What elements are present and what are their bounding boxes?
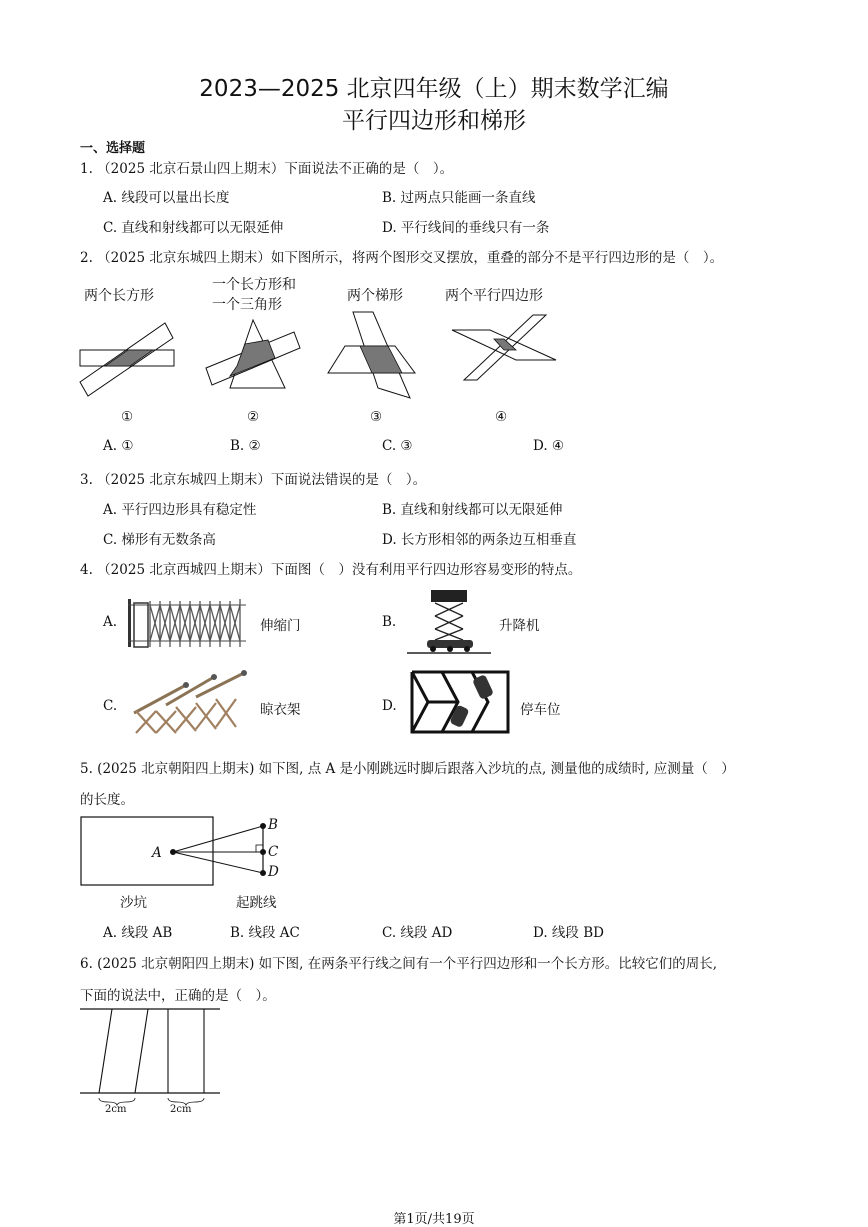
scissor-lift-icon — [405, 586, 493, 656]
question-1-stem: 1. （2025 北京石景山四上期末）下面说法不正确的是（ ）。 — [80, 161, 454, 177]
figure-number-2: ② — [247, 409, 260, 425]
q2-option-b: B. ② — [230, 438, 261, 454]
q4-option-b-label: 升降机 — [499, 618, 540, 634]
point-b — [260, 823, 266, 829]
retractable-gate-icon — [126, 593, 250, 651]
question-6-stem-line2: 下面的说法中，正确的是（ ）。 — [80, 988, 276, 1004]
section-heading: 一、选择题 — [80, 141, 146, 156]
point-label-a: A — [152, 845, 162, 861]
q2-option-a: A. ① — [103, 438, 134, 454]
q4-option-a-label: 伸缩门 — [260, 618, 301, 634]
document-title-line1: 2023—2025 北京四年级（上）期末数学汇编 — [199, 76, 669, 102]
q6-parallel-lines-diagram — [78, 1006, 228, 1116]
q3-option-a: A. 平行四边形具有稳定性 — [103, 502, 257, 518]
figure-1-two-rectangles — [80, 323, 174, 396]
figure-label-two-trapezoids: 两个梯形 — [347, 288, 403, 304]
page-footer: 第1页/共19页 — [393, 1212, 475, 1227]
figure-4-two-parallelograms — [452, 315, 556, 380]
figure-label-two-parallelograms: 两个平行四边形 — [445, 288, 543, 304]
figure-number-3: ③ — [370, 409, 383, 425]
figure-label-rect-triangle-1: 一个长方形和 — [212, 277, 296, 293]
q5-option-d: D. 线段 BD — [533, 925, 604, 941]
question-5-stem-line2: 的长度。 — [80, 792, 134, 808]
q3-option-c: C. 梯形有无数条高 — [103, 532, 216, 548]
q5-option-c: C. 线段 AD — [382, 925, 453, 941]
q5-option-b: B. 线段 AC — [230, 925, 300, 941]
dim-label-rectangle: 2cm — [170, 1104, 192, 1115]
document-title-line2: 平行四边形和梯形 — [342, 108, 526, 134]
q1-option-a: A. 线段可以量出长度 — [103, 190, 230, 206]
point-label-d: D — [268, 864, 279, 880]
parallelogram-left-side — [99, 1009, 112, 1093]
q3-option-d: D. 长方形相邻的两条边互相垂直 — [382, 532, 577, 548]
q4-option-a-letter: A. — [103, 614, 118, 630]
point-label-c: C — [268, 844, 279, 860]
figure-label-rect-triangle-2: 一个三角形 — [212, 297, 282, 313]
parking-space-icon — [408, 668, 512, 736]
figure-2-rect-triangle — [206, 320, 300, 388]
caption-sandpit: 沙坑 — [120, 895, 147, 911]
q1-option-b: B. 过两点只能画一条直线 — [382, 190, 536, 206]
point-a — [170, 849, 176, 855]
point-label-b: B — [268, 817, 278, 833]
q4-option-c-label: 晾衣架 — [260, 702, 301, 718]
q5-option-a: A. 线段 AB — [103, 925, 173, 941]
question-5-stem-line1: 5. (2025 北京朝阳四上期末) 如下图, 点 A 是小刚跳远时脚后跟落入沙坑的点, 测量他的成绩时, 应测量（ ） — [80, 761, 735, 777]
question-4-stem: 4. （2025 北京西城四上期末）下面图（ ）没有利用平行四边形容易变形的特点。 — [80, 562, 582, 578]
q4-option-b-letter: B. — [382, 614, 397, 630]
question-2-stem: 2. （2025 北京东城四上期末）如下图所示，将两个图形交叉摆放，重叠的部分不是平行四边形的是（ ）。 — [80, 250, 724, 266]
q2-option-d: D. ④ — [533, 438, 565, 454]
point-d — [260, 870, 266, 876]
question-3-stem: 3. （2025 北京东城四上期末）下面说法错误的是（ ）。 — [80, 472, 427, 488]
q4-option-d-letter: D. — [382, 698, 397, 714]
drying-rack-icon — [126, 665, 250, 740]
q3-option-b: B. 直线和射线都可以无限延伸 — [382, 502, 563, 518]
caption-takeoff-line: 起跳线 — [236, 895, 277, 911]
question-6-stem-line1: 6. (2025 北京朝阳四上期末) 如下图, 在两条平行线之间有一个平行四边形和一个长方形。比较它们的周长, — [80, 956, 718, 972]
figure-label-two-rectangles: 两个长方形 — [84, 288, 154, 304]
figure-number-1: ① — [121, 409, 134, 425]
q4-option-c-letter: C. — [103, 698, 118, 714]
figure-3-two-trapezoids — [328, 312, 415, 398]
point-c — [260, 849, 266, 855]
parallelogram-right-side — [135, 1009, 148, 1093]
dim-label-parallelogram: 2cm — [105, 1104, 127, 1115]
q1-option-d: D. 平行线间的垂线只有一条 — [382, 220, 550, 236]
q5-long-jump-diagram — [78, 815, 298, 890]
sandpit-rectangle — [81, 817, 213, 885]
q2-overlap-figures — [70, 310, 590, 405]
q2-option-c: C. ③ — [382, 438, 413, 454]
q4-option-d-label: 停车位 — [520, 702, 561, 718]
q1-option-c: C. 直线和射线都可以无限延伸 — [103, 220, 284, 236]
figure-number-4: ④ — [495, 409, 508, 425]
